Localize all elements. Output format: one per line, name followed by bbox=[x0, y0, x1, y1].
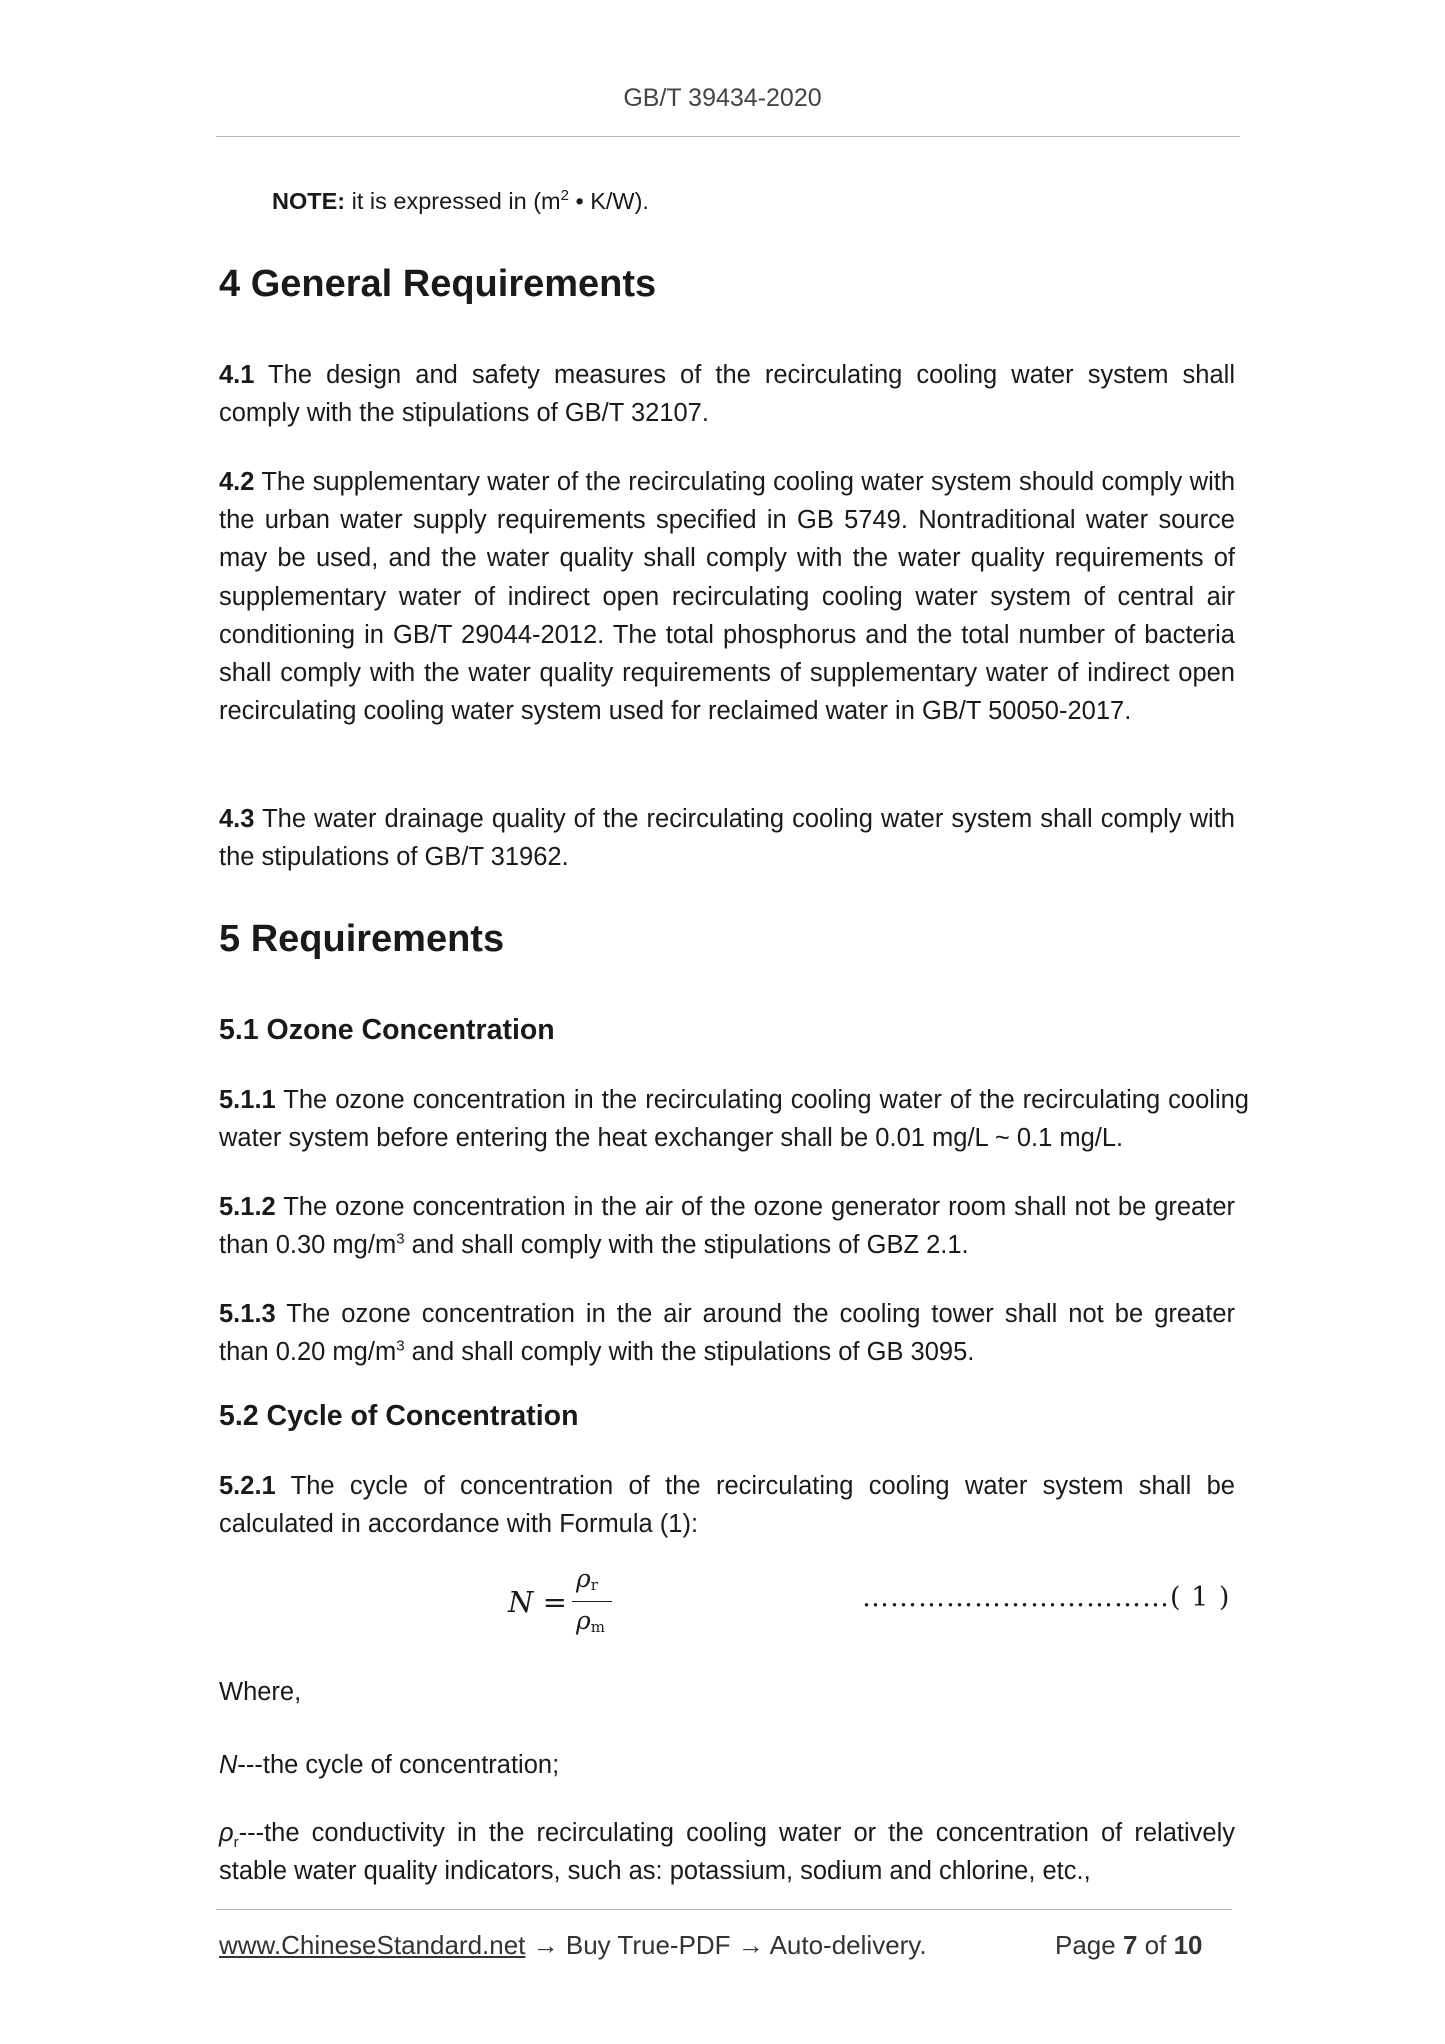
section-5-heading: 5 Requirements bbox=[219, 918, 505, 960]
superscript: 3 bbox=[396, 1337, 405, 1355]
subsection-5-1-heading: 5.1 Ozone Concentration bbox=[219, 1014, 555, 1046]
symbol: ρ bbox=[219, 1819, 234, 1847]
clause-number: 4.3 bbox=[219, 805, 255, 833]
header-doc-id: GB/T 39434-2020 bbox=[623, 84, 822, 112]
page-total: 10 bbox=[1173, 1930, 1203, 1960]
numerator-subscript: r bbox=[590, 1576, 598, 1594]
clause-text-after: and shall comply with the stipulations of GBZ 2.1. bbox=[404, 1231, 969, 1260]
where-label: Where, bbox=[219, 1678, 302, 1706]
denominator-symbol: ρ bbox=[576, 1606, 591, 1635]
section-4-heading: 4 General Requirements bbox=[219, 263, 657, 305]
clause-5-2-1 bbox=[219, 1467, 1235, 1543]
clause-text: The water drainage quality of the recirculating cooling water system shall comply with the stipulations of GB/T 31962. bbox=[219, 805, 1235, 872]
definition-text: ---the cycle of concentration; bbox=[237, 1751, 560, 1779]
note-text-before: it is expressed in (m bbox=[345, 188, 561, 214]
site-link[interactable]: www.ChineseStandard.net bbox=[219, 1930, 526, 1960]
definition-text: ---the conductivity in the recirculating cooling water or the concentration of relatively stable water quality indicators, such as: potassium, sodium and chlorine, etc., bbox=[219, 1819, 1235, 1886]
page-number: 7 bbox=[1122, 1930, 1138, 1960]
symbol-subscript: r bbox=[233, 1834, 239, 1852]
clause-4-1 bbox=[219, 356, 1235, 432]
clause-5-1-1 bbox=[219, 1081, 1249, 1157]
footer-tagline: → Buy True-PDF → Auto-delivery. bbox=[525, 1930, 927, 1960]
superscript: 3 bbox=[396, 1230, 405, 1248]
page-indicator bbox=[1055, 1930, 1202, 1961]
clause-number: 5.2.1 bbox=[219, 1472, 276, 1500]
clause-text-before: The ozone concentration in the air around the cooling tower shall not be greater than 0.20 mg/m bbox=[219, 1300, 1235, 1367]
footer-divider bbox=[216, 1909, 1232, 1910]
clause-text: The design and safety measures of the recirculating cooling water system shall comply with the stipulations of GB/T 32107. bbox=[219, 361, 1235, 428]
clause-text-before: The ozone concentration in the air of the ozone generator room shall not be greater than 0.30 mg/m bbox=[219, 1193, 1235, 1260]
clause-number: 5.1.3 bbox=[219, 1300, 276, 1328]
fraction-bar bbox=[572, 1601, 612, 1602]
clause-5-1-3 bbox=[219, 1295, 1235, 1371]
definition-rho-r bbox=[219, 1814, 1235, 1890]
note-line bbox=[272, 188, 649, 215]
note-text-after: • K/W). bbox=[568, 188, 649, 214]
clause-text-after: and shall comply with the stipulations of GB 3095. bbox=[404, 1338, 975, 1367]
clause-number: 4.2 bbox=[219, 468, 255, 496]
denominator-subscript: m bbox=[590, 1618, 605, 1636]
subsection-5-2-heading: 5.2 Cycle of Concentration bbox=[219, 1400, 579, 1432]
note-superscript: 2 bbox=[560, 187, 569, 205]
formula-number: ……………………………( 1 ) bbox=[862, 1582, 1231, 1613]
header-divider bbox=[216, 136, 1240, 137]
of-word: of bbox=[1137, 1930, 1174, 1960]
formula-numerator bbox=[576, 1564, 598, 1594]
clause-text: The ozone concentration in the recirculating cooling water of the recirculating cooling water system before entering the heat exchanger shall be 0.01 mg/L ~ 0.1 mg/L. bbox=[219, 1086, 1249, 1153]
clause-4-2 bbox=[219, 463, 1235, 730]
symbol: N bbox=[219, 1751, 238, 1779]
note-label: NOTE: bbox=[272, 188, 346, 214]
numerator-symbol: ρ bbox=[576, 1564, 591, 1593]
clause-text: The supplementary water of the recirculating cooling water system should comply with the urban water supply requirements specified in GB 5749. Nontraditional water source may be used, and the water quality shall comply with the water quality requirements of supplementary water of indirect open recirculating cooling water system of central air conditioning in GB/T 29044-2012. The total phosphorus and the total number of bacteria shall comply with the water quality requirements of supplementary water of indirect open recirculating cooling water system used for reclaimed water in GB/T 50050-2017. bbox=[219, 468, 1235, 726]
clause-4-3 bbox=[219, 800, 1235, 876]
page-word: Page bbox=[1055, 1930, 1123, 1960]
footer-left bbox=[219, 1930, 927, 1961]
formula-lhs: N = bbox=[508, 1585, 567, 1619]
clause-5-1-2 bbox=[219, 1188, 1235, 1264]
formula-denominator bbox=[576, 1606, 605, 1636]
clause-text: The cycle of concentration of the recirculating cooling water system shall be calculated in accordance with Formula (1): bbox=[219, 1472, 1235, 1539]
clause-number: 4.1 bbox=[219, 361, 255, 389]
clause-number: 5.1.1 bbox=[219, 1086, 276, 1114]
definition-n bbox=[219, 1746, 1235, 1784]
clause-number: 5.1.2 bbox=[219, 1193, 276, 1221]
